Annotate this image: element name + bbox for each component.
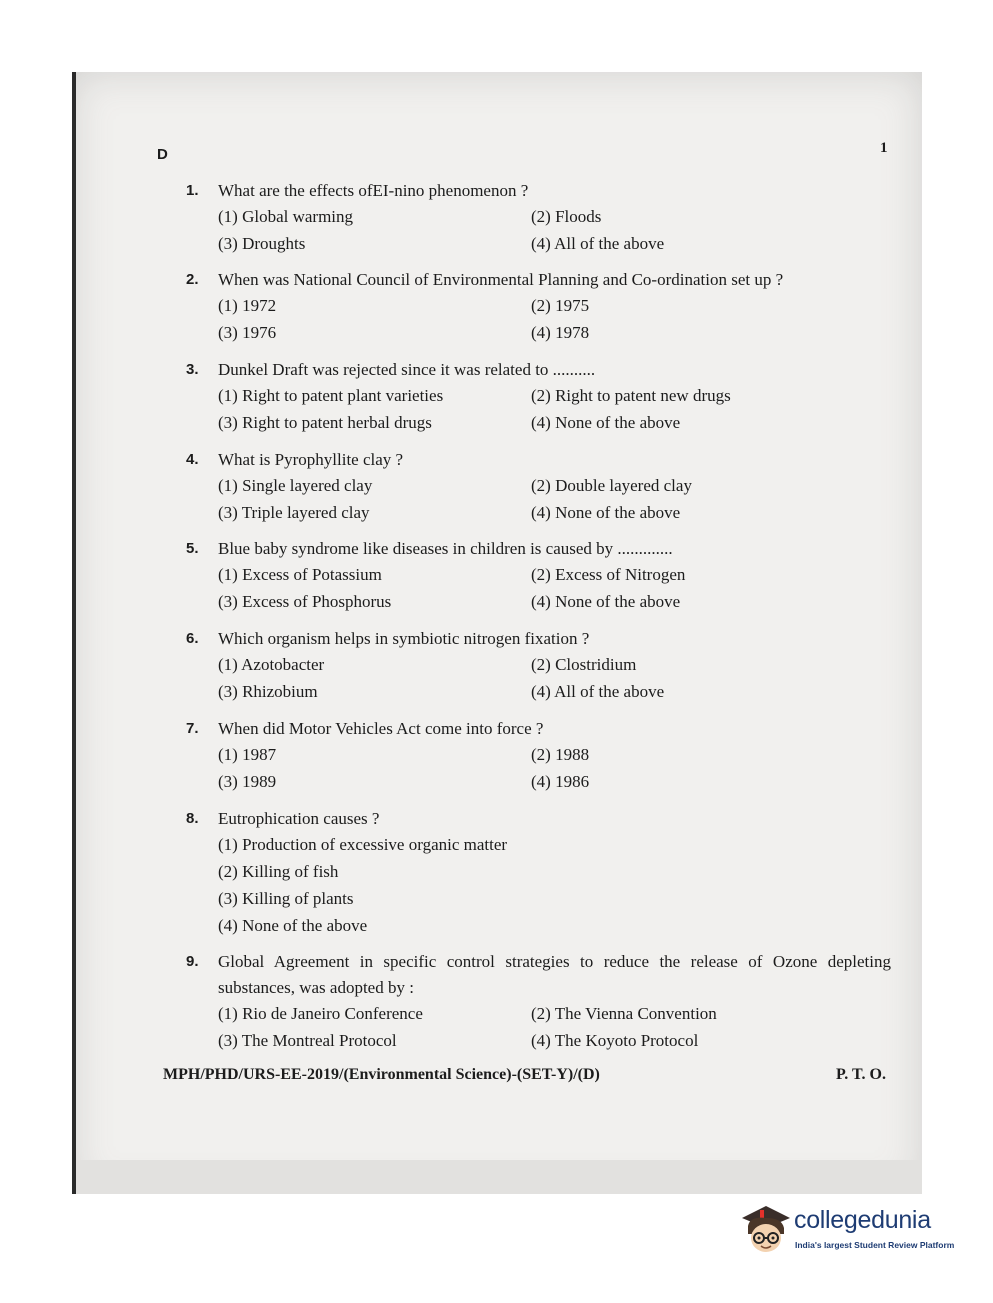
question-number: 1. [186,182,199,199]
question-6 [186,626,891,705]
brand-tagline: India's largest Student Review Platform [795,1240,955,1250]
option-4: (4) The Koyoto Protocol [531,1031,699,1050]
option-2: (2) 1988 [531,745,590,764]
question-8 [186,806,891,939]
question-text: Eutrophication causes ? [218,809,380,828]
option-4: (4) None of the above [531,503,681,522]
question-number: 5. [186,540,199,557]
option-4: (4) None of the above [531,592,681,611]
question-1 [186,178,891,257]
option-1: (1) 1972 [218,296,277,315]
options [218,293,891,346]
option-3: (3) Right to patent herbal drugs [218,413,432,432]
question-text: What are the effects ofEI-nino phenomenon ? [218,181,529,200]
question-number: 7. [186,720,199,737]
option-3: (3) The Montreal Protocol [218,1031,397,1050]
question-text: When was National Council of Environmental Planning and Co-ordination set up ? [218,270,784,289]
option-3: (3) Triple layered clay [218,503,370,522]
question-text: Global Agreement in specific control strategies to reduce the release of Ozone depleting substances, was adopted by : [218,952,891,997]
option-1: (1) Right to patent plant varieties [218,386,444,405]
option-2: (2) The Vienna Convention [531,1004,717,1023]
options [218,204,891,257]
option-3: (3) 1976 [218,323,277,342]
question-number: 4. [186,451,199,468]
option-1: (1) Production of excessive organic matter [218,835,508,854]
question-number: 6. [186,630,199,647]
question-2 [186,267,891,346]
option-2: (2) Killing of fish [218,862,339,881]
option-2: (2) Double layered clay [531,476,692,495]
question-text: Dunkel Draft was rejected since it was related to .......... [218,360,596,379]
options [218,652,891,705]
set-letter: D [157,146,168,163]
page-number: 1 [880,140,888,156]
option-4: (4) All of the above [531,234,665,253]
option-3: (3) Rhizobium [218,682,318,701]
option-2: (2) Clostridium [531,655,637,674]
option-4: (4) 1986 [531,772,590,791]
collegedunia-watermark [738,1200,968,1260]
option-1: (1) Excess of Potassium [218,565,382,584]
question-7 [186,716,891,795]
option-1: (1) Single layered clay [218,476,373,495]
question-text: Which organism helps in symbiotic nitrogen fixation ? [218,629,590,648]
question-number: 2. [186,271,199,288]
option-3: (3) Excess of Phosphorus [218,592,392,611]
options [218,1001,891,1054]
option-1: (1) Azotobacter [218,655,325,674]
paper-code: MPH/PHD/URS-EE-2019/(Environmental Science)-(SET-Y)/(D) [163,1066,600,1083]
option-4: (4) All of the above [531,682,665,701]
question-9 [186,949,891,1054]
question-4 [186,447,891,526]
question-3 [186,357,891,436]
question-5 [186,536,891,615]
option-3: (3) 1989 [218,772,277,791]
question-number: 9. [186,953,199,970]
options [218,383,891,436]
option-1: (1) Rio de Janeiro Conference [218,1004,423,1023]
option-2: (2) Floods [531,207,602,226]
question-text: What is Pyrophyllite clay ? [218,450,404,469]
option-3: (3) Droughts [218,234,306,253]
scan-bottom-strip [76,1160,922,1194]
question-number: 8. [186,810,199,827]
scan-left-edge [72,72,76,1194]
option-4: (4) None of the above [218,916,368,935]
option-1: (1) 1987 [218,745,277,764]
question-text: Blue baby syndrome like diseases in children is caused by ............. [218,539,673,558]
option-3: (3) Killing of plants [218,889,354,908]
option-4: (4) None of the above [531,413,681,432]
pto-label: P. T. O. [836,1066,886,1083]
option-2: (2) Excess of Nitrogen [531,565,686,584]
options [218,473,891,526]
brand-name: collegedunia [794,1206,931,1234]
question-text: When did Motor Vehicles Act come into force ? [218,719,544,738]
option-2: (2) 1975 [531,296,590,315]
options [218,562,891,615]
graduate-face-icon [738,1200,792,1256]
option-4: (4) 1978 [531,323,590,342]
options [218,742,891,795]
option-1: (1) Global warming [218,207,354,226]
option-2: (2) Right to patent new drugs [531,386,731,405]
options [218,832,891,939]
question-number: 3. [186,361,199,378]
